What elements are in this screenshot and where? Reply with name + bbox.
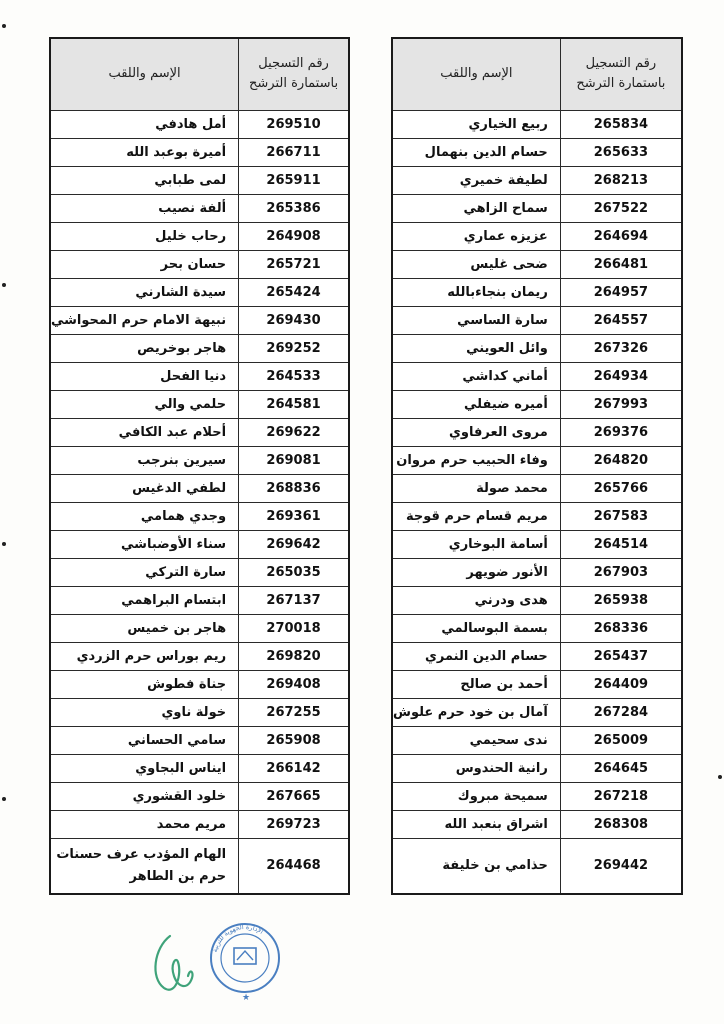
registration-number-cell: 265633 [560,138,682,166]
header-row [392,38,682,110]
table-row [392,614,682,642]
registration-number-cell: 265938 [560,586,682,614]
registration-number-cell: 269442 [560,838,682,894]
table-row [50,446,349,474]
table-row [392,670,682,698]
full-name-cell: سيرين بنرجب [50,446,239,474]
registration-number-cell: 264468 [239,838,349,894]
table-row [50,586,349,614]
registration-number-cell: 267993 [560,390,682,418]
table-row [392,194,682,222]
full-name-cell: وجدي همامي [50,502,239,530]
full-name-cell: دنيا الفحل [50,362,239,390]
header-full-name: الإسم واللقب [50,38,239,110]
full-name-cell: ربيع الخياري [392,110,560,138]
table-row [392,222,682,250]
header-code-line2: باستمارة الترشح [249,76,339,92]
table-row [392,782,682,810]
full-name-cell: ابتسام البراهمي [50,586,239,614]
table-row [392,642,682,670]
full-name-cell: سيدة الشارني [50,278,239,306]
full-name-cell: بسمة البوسالمي [392,614,560,642]
registration-number-cell: 269723 [239,810,349,838]
table-row [392,530,682,558]
registration-number-cell: 264409 [560,670,682,698]
table-row [392,250,682,278]
full-name-cell: رحاب خليل [50,222,239,250]
registration-number-cell: 265424 [239,278,349,306]
registration-number-cell: 269361 [239,502,349,530]
scan-mark [2,283,6,287]
full-name-cell: رانية الحندوس [392,754,560,782]
full-name-cell: حلمي والي [50,390,239,418]
full-name-cell: نبيهة الامام حرم المحواشي [50,306,239,334]
table-row [50,810,349,838]
table-row [50,558,349,586]
full-name-cell: مروى العرفاوي [392,418,560,446]
signature-stamp-area [148,918,288,1013]
full-name-cell: الأنور ضويهر [392,558,560,586]
registration-number-cell: 267665 [239,782,349,810]
header-code-line1: رقم التسجيل [258,56,329,72]
table-row [50,194,349,222]
full-name-cell: ريمان بنجاءبالله [392,278,560,306]
registration-number-cell: 266142 [239,754,349,782]
full-name-cell: سامي الحساني [50,726,239,754]
registration-number-cell: 267326 [560,334,682,362]
table-row [392,838,682,894]
scan-mark [2,797,6,801]
registration-number-cell: 267903 [560,558,682,586]
registration-number-cell: 264820 [560,446,682,474]
table-row [392,362,682,390]
svg-text:★: ★ [242,993,251,1003]
registration-number-cell: 269510 [239,110,349,138]
table-row [50,838,349,894]
registration-number-cell: 266481 [560,250,682,278]
table-row [50,418,349,446]
full-name-cell: عزيزه عماري [392,222,560,250]
registration-number-cell: 265908 [239,726,349,754]
full-name-cell: سارة الساسي [392,306,560,334]
registration-number-cell: 264533 [239,362,349,390]
full-name-cell: أماني كداشي [392,362,560,390]
table-row [50,306,349,334]
registration-number-cell: 264557 [560,306,682,334]
table-row [392,418,682,446]
table-row [50,390,349,418]
handwritten-signature [155,936,192,990]
full-name-cell: خلود القشوري [50,782,239,810]
registration-number-cell: 267137 [239,586,349,614]
table-row [50,138,349,166]
registration-number-cell: 265437 [560,642,682,670]
full-name-cell: مريم محمد [50,810,239,838]
registration-number-cell: 269642 [239,530,349,558]
registration-number-cell: 265721 [239,250,349,278]
table-row [392,138,682,166]
stamp-text: الإدارة الجهوية للتربية [210,922,265,954]
header-registration-number [239,38,349,110]
registration-number-cell: 265386 [239,194,349,222]
full-name-cell: محمد صولة [392,474,560,502]
table-row [392,166,682,194]
registration-number-cell: 269081 [239,446,349,474]
full-name-cell: جناة فطوش [50,670,239,698]
registration-number-cell: 264645 [560,754,682,782]
table-row [392,278,682,306]
registration-number-cell: 267583 [560,502,682,530]
registration-number-cell: 264694 [560,222,682,250]
registration-number-cell: 267284 [560,698,682,726]
table-row [50,502,349,530]
registration-number-cell: 269376 [560,418,682,446]
table-row [392,110,682,138]
registration-number-cell: 264908 [239,222,349,250]
table-row [50,334,349,362]
full-name-cell: وفاء الحبيب حرم مروان [392,446,560,474]
scan-mark [2,542,6,546]
registration-number-cell: 265766 [560,474,682,502]
full-name-cell: أحمد بن صالح [392,670,560,698]
full-name-cell: لطيفة خميري [392,166,560,194]
table-row [50,782,349,810]
full-name-cell: اشراق بنعبد الله [392,810,560,838]
full-name-cell: سناء الأوضباشي [50,530,239,558]
full-name-cell: أسامة البوخاري [392,530,560,558]
table-row [50,530,349,558]
table-row [50,474,349,502]
table-row [392,334,682,362]
full-name-cell: سميحة مبروك [392,782,560,810]
table-row [392,474,682,502]
table-row [50,250,349,278]
registration-number-cell: 268308 [560,810,682,838]
registration-number-cell: 269408 [239,670,349,698]
full-name-cell: ريم بوراس حرم الزردي [50,642,239,670]
table-row [392,306,682,334]
table-row [50,642,349,670]
table-row [392,586,682,614]
registration-number-cell: 268336 [560,614,682,642]
full-name-cell: أميره ضيفلي [392,390,560,418]
registration-number-cell: 265009 [560,726,682,754]
table-row [50,110,349,138]
registration-number-cell: 264934 [560,362,682,390]
table-row [50,166,349,194]
registration-number-cell: 269820 [239,642,349,670]
table-body-left [50,110,349,894]
table-row [50,698,349,726]
full-name-cell: آمال بن خود حرم علوش [392,698,560,726]
registration-number-cell: 268213 [560,166,682,194]
full-name-cell: ندى سحيمي [392,726,560,754]
table-row [50,614,349,642]
full-name-cell: لطفي الدغيس [50,474,239,502]
table-row [392,446,682,474]
full-name-cell: لمى طبابي [50,166,239,194]
full-name-cell: حسام الدين بنهمال [392,138,560,166]
full-name-cell: ضحى غليس [392,250,560,278]
header-registration-number [560,38,682,110]
full-name-cell: ألفة نصيب [50,194,239,222]
table-row [50,362,349,390]
full-name-cell: هاجر بن خميس [50,614,239,642]
full-name-cell: سماح الزاهي [392,194,560,222]
header-full-name: الإسم واللقب [392,38,560,110]
header-row [50,38,349,110]
table-body-right [392,110,682,894]
candidates-table-right [391,37,683,895]
registration-number-cell: 266711 [239,138,349,166]
full-name-cell: حذامي بن خليفة [392,838,560,894]
candidates-table-left [49,37,350,895]
table-row [50,670,349,698]
registration-number-cell: 269430 [239,306,349,334]
registration-number-cell: 269252 [239,334,349,362]
scan-mark [2,24,6,28]
full-name-cell: أحلام عبد الكافي [50,418,239,446]
registration-number-cell: 265035 [239,558,349,586]
table-row [50,222,349,250]
table-row [50,726,349,754]
registration-number-cell: 264514 [560,530,682,558]
registration-number-cell: 270018 [239,614,349,642]
full-name-cell: حسان بحر [50,250,239,278]
table-row [50,754,349,782]
table-row [392,698,682,726]
signature-and-stamp [148,918,288,1013]
registration-number-cell: 269622 [239,418,349,446]
registration-number-cell: 267522 [560,194,682,222]
scan-mark [718,775,722,779]
full-name-cell: هاجر بوخريص [50,334,239,362]
table-row [392,390,682,418]
official-stamp [211,923,279,1003]
full-name-cell: الهام المؤدب عرف حسنات حرم بن الطاهر [50,838,239,894]
registration-number-cell: 265834 [560,110,682,138]
table-row [392,726,682,754]
table-row [392,558,682,586]
registration-number-cell: 264581 [239,390,349,418]
full-name-cell: حسام الدين النمري [392,642,560,670]
registration-number-cell: 267218 [560,782,682,810]
table-row [50,278,349,306]
table-row [392,754,682,782]
registration-number-cell: 264957 [560,278,682,306]
table-row [392,810,682,838]
table-row [392,502,682,530]
full-name-cell: خولة ناوي [50,698,239,726]
registration-number-cell: 268836 [239,474,349,502]
full-name-cell: أمل هادفي [50,110,239,138]
full-name-cell: ايناس البجاوي [50,754,239,782]
registration-number-cell: 267255 [239,698,349,726]
header-code-line2: باستمارة الترشح [576,76,666,92]
full-name-cell: وائل العويني [392,334,560,362]
registration-number-cell: 265911 [239,166,349,194]
full-name-cell: سارة التركي [50,558,239,586]
full-name-cell: هدى ودرني [392,586,560,614]
full-name-cell: أميرة بوعبد الله [50,138,239,166]
header-code-line1: رقم التسجيل [585,56,657,72]
full-name-cell: مريم قسام حرم قوجة [392,502,560,530]
